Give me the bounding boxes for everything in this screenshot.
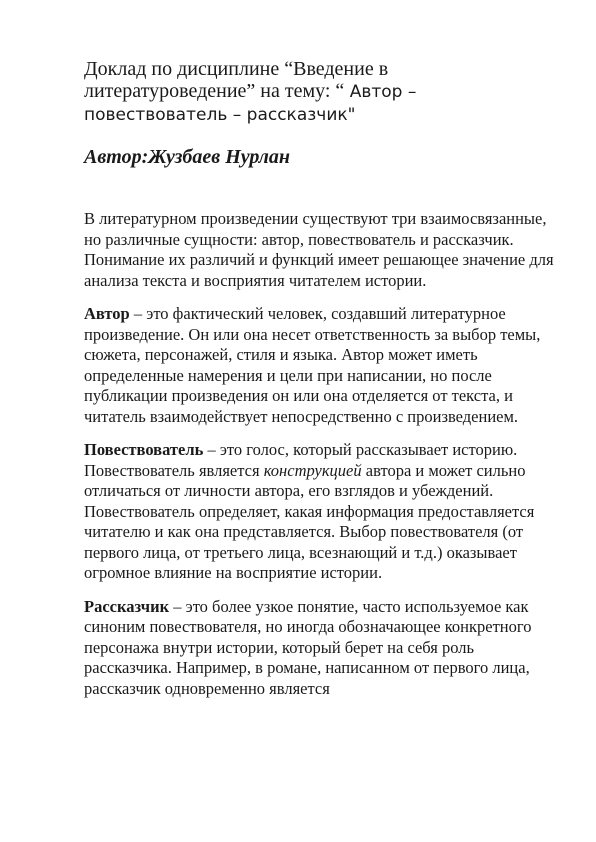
title-serif-part: Доклад по дисциплине “Введение в литературоведение” на тему: “ <box>84 58 389 102</box>
storyteller-term: Рассказчик <box>84 596 170 616</box>
title-sans-part: Автор – повествователь – рассказчик" <box>84 82 417 125</box>
author-line: Автор:Жузбаев Нурлан <box>84 146 290 168</box>
narrator-definition-part2: автора и может сильно отличаться от личности автора, его взглядов и убеждений. Повествователь определяет, какая информация предоставляется читателю и как она представляется. Выбор повествователя (от первого лица, от третьего лица, всезнающий и т.д.) оказывает огромное влияние на восприятие истории. <box>84 460 535 582</box>
storyteller-paragraph <box>84 597 560 700</box>
author-term: Автор <box>84 304 130 323</box>
narrator-emphasis: конструкцией <box>263 460 362 480</box>
document-body <box>84 209 560 712</box>
narrator-paragraph <box>84 440 560 584</box>
document-title <box>84 58 564 126</box>
narrator-term: Повествователь <box>84 440 204 459</box>
narrator-definition-part1: – это голос, который рассказывает историю. Повествователь является <box>84 440 518 480</box>
intro-paragraph: В литературном произведении существуют три взаимосвязанные, но различные сущности: автор, повествователь и рассказчик. Понимание их различий и функций имеет решающее значение для анализа текста и восприятия читателем истории. <box>84 209 554 290</box>
author-paragraph <box>84 304 560 427</box>
storyteller-definition: – это более узкое понятие, часто используемое как синоним повествователя, но иногда обозначающее конкретного персонажа внутри истории, который берет на себя роль рассказчика. Например, в романе, написанном от первого лица, рассказчик одновременно является <box>84 596 532 698</box>
author-definition: – это фактический человек, создавший литературное произведение. Он или она несет ответственность за выбор темы, сюжета, персонажей, стиля и языка. Автор может иметь определенные намерения и цели при написании, но после публикации произведения он или она отделяется от текста, и читатель взаимодействует непосредственно с произведением. <box>84 304 541 426</box>
